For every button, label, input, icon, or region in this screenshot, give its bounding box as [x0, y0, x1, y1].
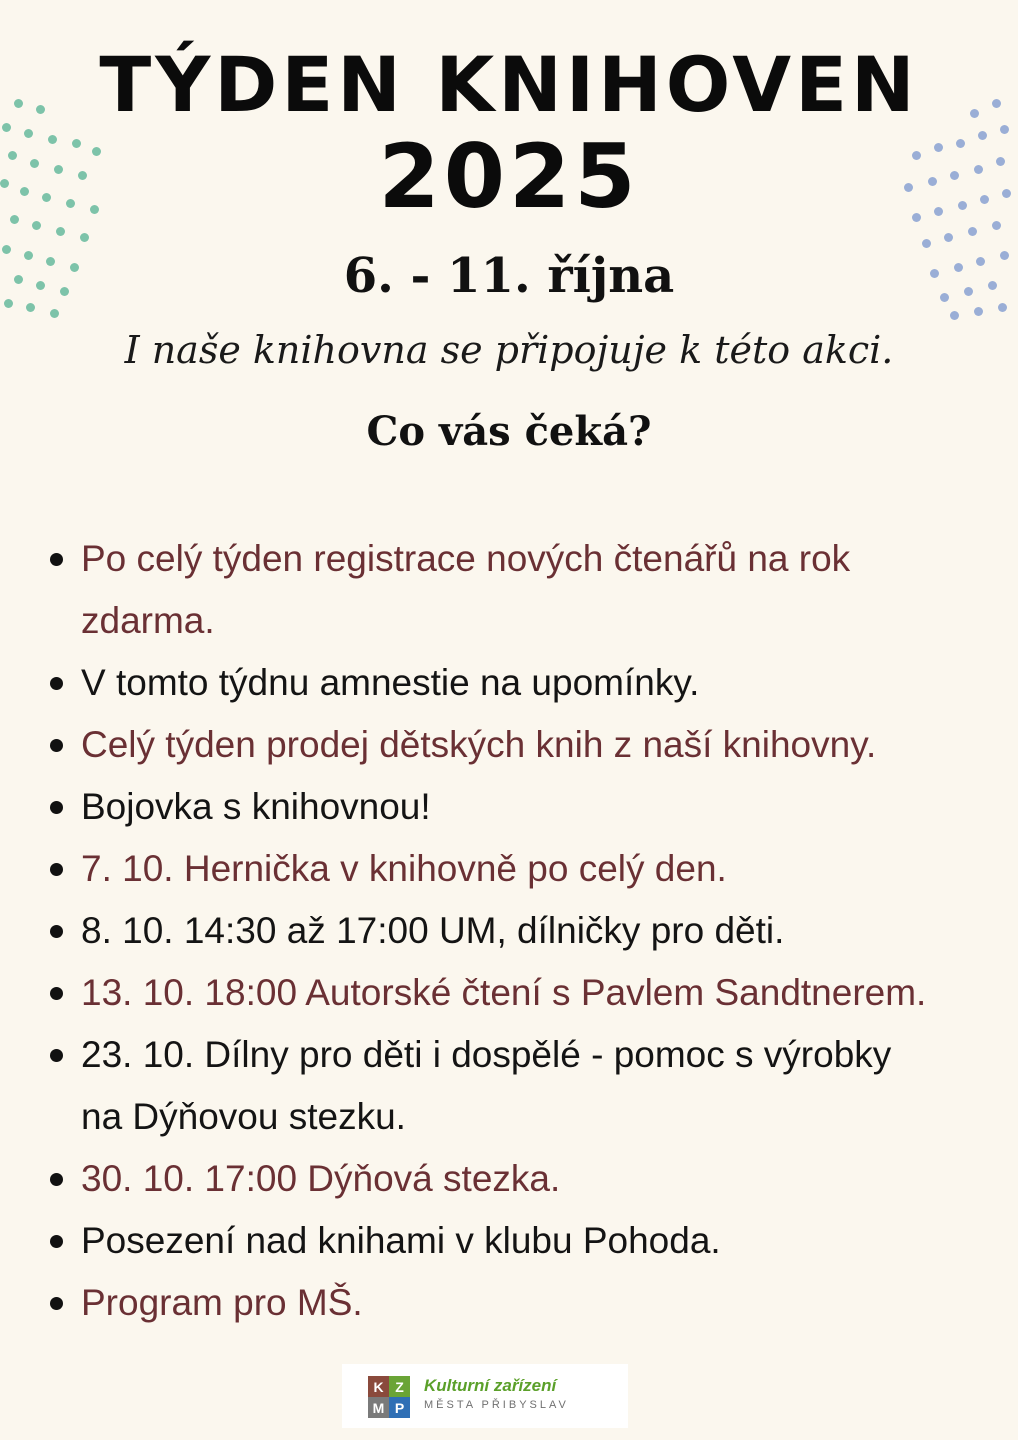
list-item-text-continued: zdarma.	[81, 600, 215, 641]
logo-name: Kulturní zařízení	[424, 1376, 557, 1395]
logo-letter-k: K	[368, 1376, 389, 1397]
list-item-text: 30. 10. 17:00 Dýňová stezka.	[81, 1158, 561, 1199]
list-item	[48, 1210, 1010, 1272]
logo-subname: MĚSTA PŘIBYSLAV	[424, 1399, 569, 1411]
list-item-text: 23. 10. Dílny pro děti i dospělé - pomoc s výrobky	[81, 1034, 892, 1075]
list-item	[48, 652, 1010, 714]
list-item-text-continued: na Dýňovou stezku.	[81, 1096, 406, 1137]
list-item	[48, 776, 1010, 838]
list-item	[48, 1024, 1010, 1148]
logo-mark	[368, 1376, 410, 1418]
list-item	[48, 528, 1010, 652]
list-item-text: 7. 10. Hernička v knihovně po celý den.	[81, 848, 727, 889]
list-item-text: Posezení nad knihami v klubu Pohoda.	[81, 1220, 721, 1261]
list-item-text: Po celý týden registrace nových čtenářů na rok	[81, 538, 851, 579]
list-item-text: Bojovka s knihovnou!	[81, 786, 431, 827]
subtitle: I naše knihovna se připojuje k této akci.	[124, 328, 894, 372]
list-item-text: 13. 10. 18:00 Autorské čtení s Pavlem Sandtnerem.	[81, 972, 927, 1013]
program-list	[48, 528, 1010, 1334]
list-item-text: V tomto týdnu amnestie na upomínky.	[81, 662, 700, 703]
list-item-text: 8. 10. 14:30 až 17:00 UM, dílničky pro děti.	[81, 910, 785, 951]
logo-letter-z: Z	[389, 1376, 410, 1397]
list-item	[48, 900, 1010, 962]
logo-letter-m: M	[368, 1397, 389, 1418]
list-item	[48, 1272, 1010, 1334]
list-item	[48, 962, 1010, 1024]
list-item-text: Program pro MŠ.	[81, 1282, 363, 1323]
logo-letter-p: P	[389, 1397, 410, 1418]
list-item-text: Celý týden prodej dětských knih z naší knihovny.	[81, 724, 877, 765]
event-dates: 6. - 11. října	[343, 248, 675, 304]
list-item	[48, 1148, 1010, 1210]
list-item	[48, 714, 1010, 776]
page-title-year: 2025	[378, 125, 640, 228]
list-item	[48, 838, 1010, 900]
organizer-logo	[342, 1364, 628, 1428]
section-heading: Co vás čeká?	[366, 408, 652, 455]
page-title: TÝDEN KNIHOVEN	[99, 40, 919, 129]
